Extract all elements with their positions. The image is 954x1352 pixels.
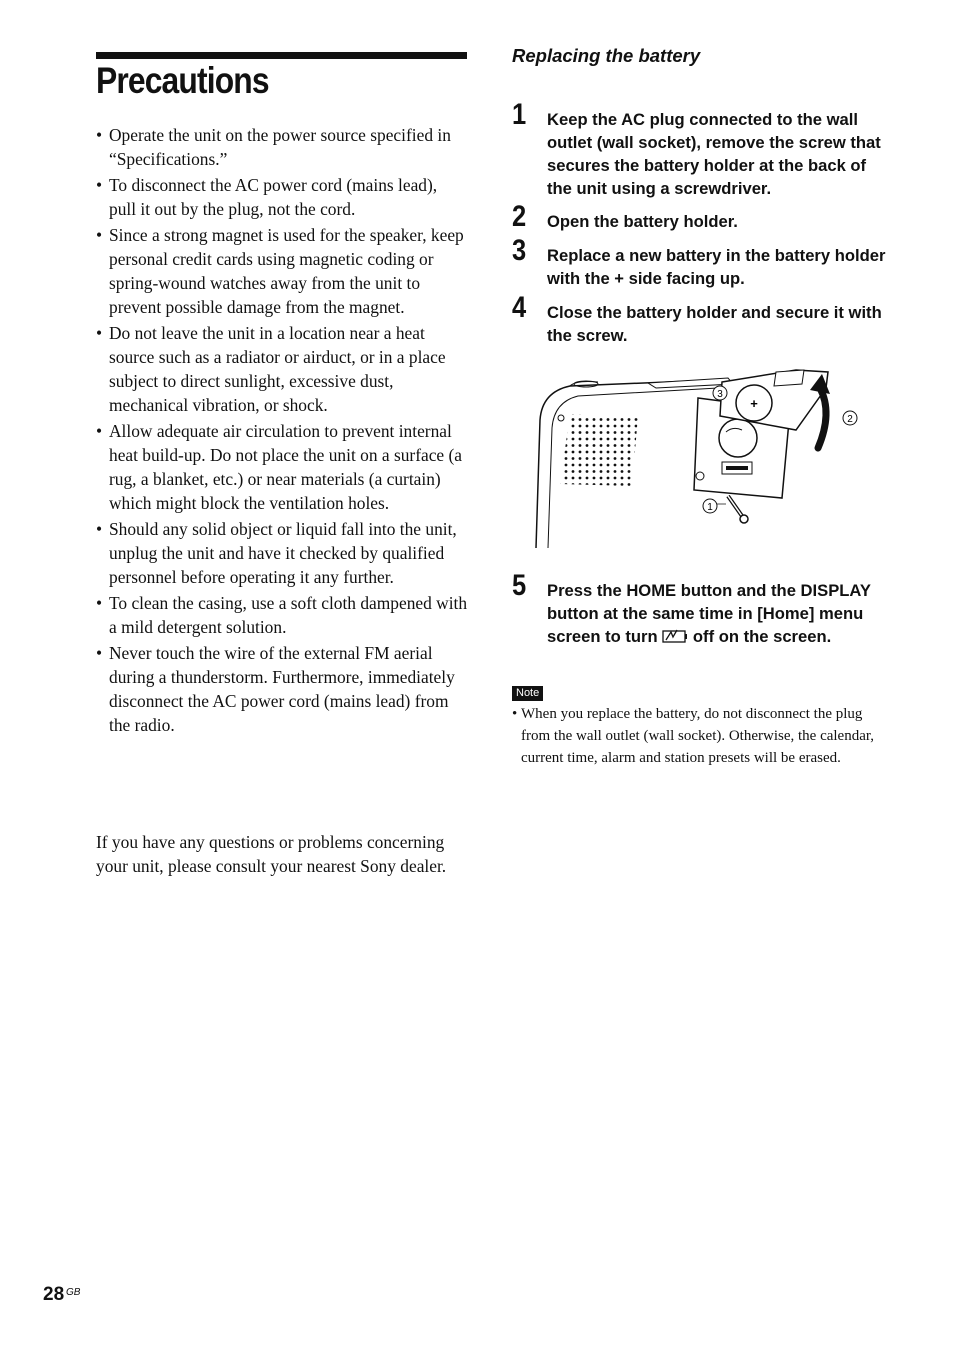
list-item: • To clean the casing, use a soft cloth dampened with a mild detergent solution. xyxy=(96,591,468,639)
list-item: • Operate the unit on the power source specified in “Specifications.” xyxy=(96,123,468,171)
battery-plus-sign: + xyxy=(750,396,758,411)
battery-warning-icon xyxy=(662,628,688,644)
step-text xyxy=(547,579,887,648)
closing-paragraph: If you have any questions or problems concerning your unit, please consult your nearest Sony dealer. xyxy=(96,832,447,876)
note-text: • When you replace the battery, do not disconnect the plug from the wall outlet (wall socket). Otherwise, the calendar, current time, alarm and station presets will be erased. xyxy=(512,703,891,769)
screw-icon xyxy=(728,496,748,523)
section-heading: Replacing the battery xyxy=(512,45,701,66)
callout-2: 2 xyxy=(847,414,853,425)
step-number: 5 xyxy=(512,569,527,602)
list-item: • Allow adequate air circulation to prevent internal heat build-up. Do not place the unit on a surface (a rug, a blanket, etc.) or near materials (a curtain) which might block the ventilation holes. xyxy=(96,419,468,515)
step-text: Close the battery holder and secure it with the screw. xyxy=(547,303,882,345)
note-badge: Note xyxy=(512,686,543,701)
list-item: • Do not leave the unit in a location near a heat source such as a radiator or airduct, or in a place subject to direct sunlight, excessive dust, mechanical vibration, or shock. xyxy=(96,321,468,417)
list-item: • Since a strong magnet is used for the speaker, keep personal credit cards using magnetic coding or spring-wound watches away from the unit to prevent possible damage from the magnet. xyxy=(96,223,468,319)
list-item: • Never touch the wire of the external FM aerial during a thunderstorm. Furthermore, immediately disconnect the AC power cord (mains lead) from the radio. xyxy=(96,641,468,737)
list-item: • Should any solid object or liquid fall into the unit, unplug the unit and have it checked by qualified personnel before operating it any further. xyxy=(96,517,468,589)
page-title: Precautions xyxy=(96,60,269,101)
step-text: Keep the AC plug connected to the wall outlet (wall socket), remove the screw that secures the battery holder at the back of the unit using a screwdriver. xyxy=(547,110,881,198)
step-number: 1 xyxy=(512,98,527,131)
step-number: 3 xyxy=(512,234,527,267)
page-number-suffix: GB xyxy=(66,1287,81,1298)
callout-3: 3 xyxy=(717,389,723,400)
list-item: • To disconnect the AC power cord (mains lead), pull it out by the plug, not the cord. xyxy=(96,173,468,221)
callout-1: 1 xyxy=(707,502,713,513)
step-number: 4 xyxy=(512,291,527,324)
precautions-list xyxy=(96,123,468,739)
page-number: 28 xyxy=(43,1284,65,1305)
title-rule xyxy=(96,52,467,59)
step-text: Replace a new battery in the battery holder with the + side facing up. xyxy=(547,246,886,288)
step-text-before: Press the HOME button and the DISPLAY button at the same time in [Home] menu screen to turn xyxy=(547,581,871,646)
step-text: Open the battery holder. xyxy=(547,212,738,231)
step-number: 2 xyxy=(512,200,527,233)
battery-replacement-illustration xyxy=(528,358,868,553)
step-text-after: off on the screen. xyxy=(692,627,832,646)
